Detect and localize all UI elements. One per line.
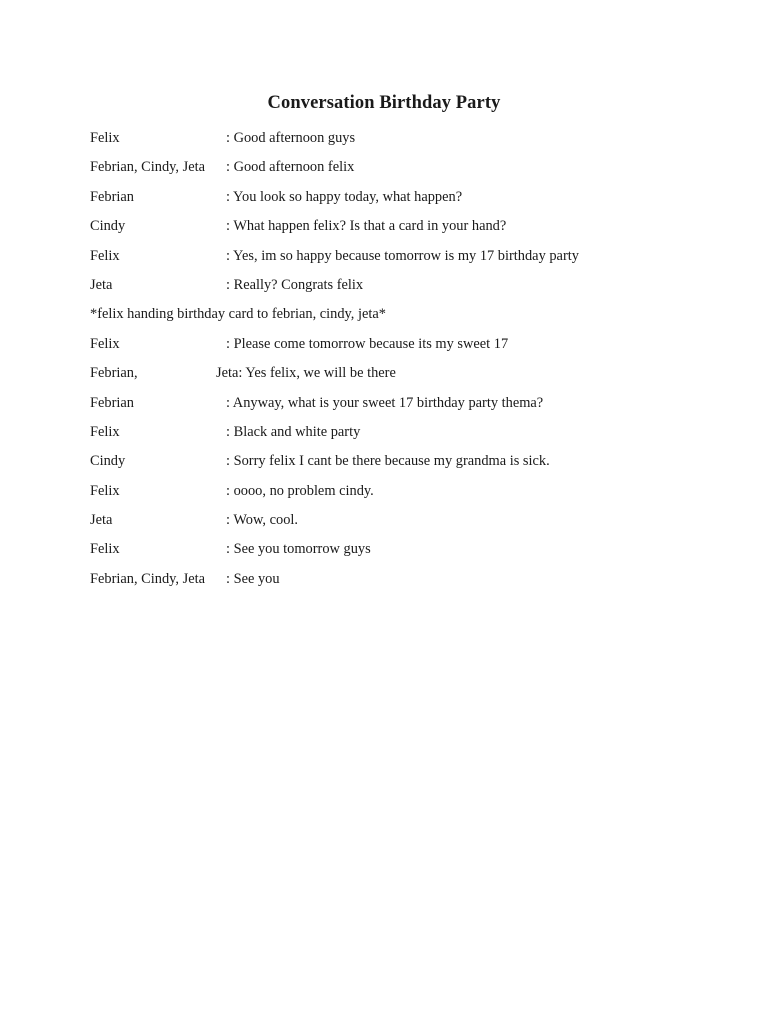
speaker-name: Cindy bbox=[90, 453, 126, 470]
dialogue-list bbox=[90, 128, 730, 598]
speaker-name: Jeta bbox=[90, 276, 113, 293]
utterance-text: : oooo, no problem cindy. bbox=[226, 482, 374, 499]
utterance-text: : Anyway, what is your sweet 17 birthday party thema? bbox=[226, 394, 544, 411]
dialogue-line bbox=[90, 216, 730, 245]
utterance-text: : See you tomorrow guys bbox=[226, 541, 371, 558]
dialogue-line bbox=[90, 128, 730, 157]
utterance-text: : Sorry felix I cant be there because my grandma is sick. bbox=[226, 453, 550, 470]
utterance-text: : Good afternoon felix bbox=[226, 159, 355, 176]
speaker-name: Felix bbox=[90, 541, 120, 558]
utterance-text: : Wow, cool. bbox=[226, 512, 298, 529]
utterance-text: : Really? Congrats felix bbox=[226, 276, 364, 293]
speaker-name: Febrian, Cindy, Jeta bbox=[90, 570, 205, 587]
speaker-name: Felix bbox=[90, 247, 120, 264]
speaker-name: Felix bbox=[90, 482, 120, 499]
utterance-text: : Black and white party bbox=[226, 423, 361, 440]
speaker-name: Felix bbox=[90, 423, 120, 440]
dialogue-line bbox=[90, 569, 730, 598]
utterance-text: : Please come tomorrow because its my sweet 17 bbox=[226, 335, 509, 352]
speaker-name: Felix bbox=[90, 335, 120, 352]
dialogue-line bbox=[90, 539, 730, 568]
speaker-name: Febrian, Cindy, Jeta bbox=[90, 159, 205, 176]
dialogue-line bbox=[90, 187, 730, 216]
utterance-text: : See you bbox=[226, 570, 280, 587]
dialogue-line bbox=[90, 363, 730, 392]
speaker-name: Cindy bbox=[90, 218, 126, 235]
utterance-text: : You look so happy today, what happen? bbox=[226, 188, 463, 205]
speaker-name: Felix bbox=[90, 130, 120, 146]
utterance-text: : Yes, im so happy because tomorrow is my 17 birthday party bbox=[226, 247, 579, 264]
speaker-name: Febrian bbox=[90, 188, 134, 205]
dialogue-line bbox=[90, 334, 730, 363]
dialogue-line bbox=[90, 451, 730, 480]
document-title: Conversation Birthday Party bbox=[267, 93, 501, 113]
dialogue-line bbox=[90, 275, 730, 304]
dialogue-line bbox=[90, 510, 730, 539]
dialogue-line bbox=[90, 246, 730, 275]
utterance-text: Jeta: Yes felix, we will be there bbox=[216, 365, 396, 382]
dialogue-line bbox=[90, 157, 730, 186]
utterance-text: : Good afternoon guys bbox=[226, 130, 356, 146]
utterance-text: : What happen felix? Is that a card in your hand? bbox=[226, 218, 507, 235]
dialogue-line bbox=[90, 481, 730, 510]
dialogue-line bbox=[90, 422, 730, 451]
speaker-name: Jeta bbox=[90, 512, 113, 529]
dialogue-line bbox=[90, 393, 730, 422]
speaker-name: Febrian bbox=[90, 394, 134, 411]
stage-direction-line bbox=[90, 304, 730, 333]
speaker-name: Febrian, bbox=[90, 365, 138, 382]
stage-direction: *felix handing birthday card to febrian, cindy, jeta* bbox=[90, 306, 386, 323]
